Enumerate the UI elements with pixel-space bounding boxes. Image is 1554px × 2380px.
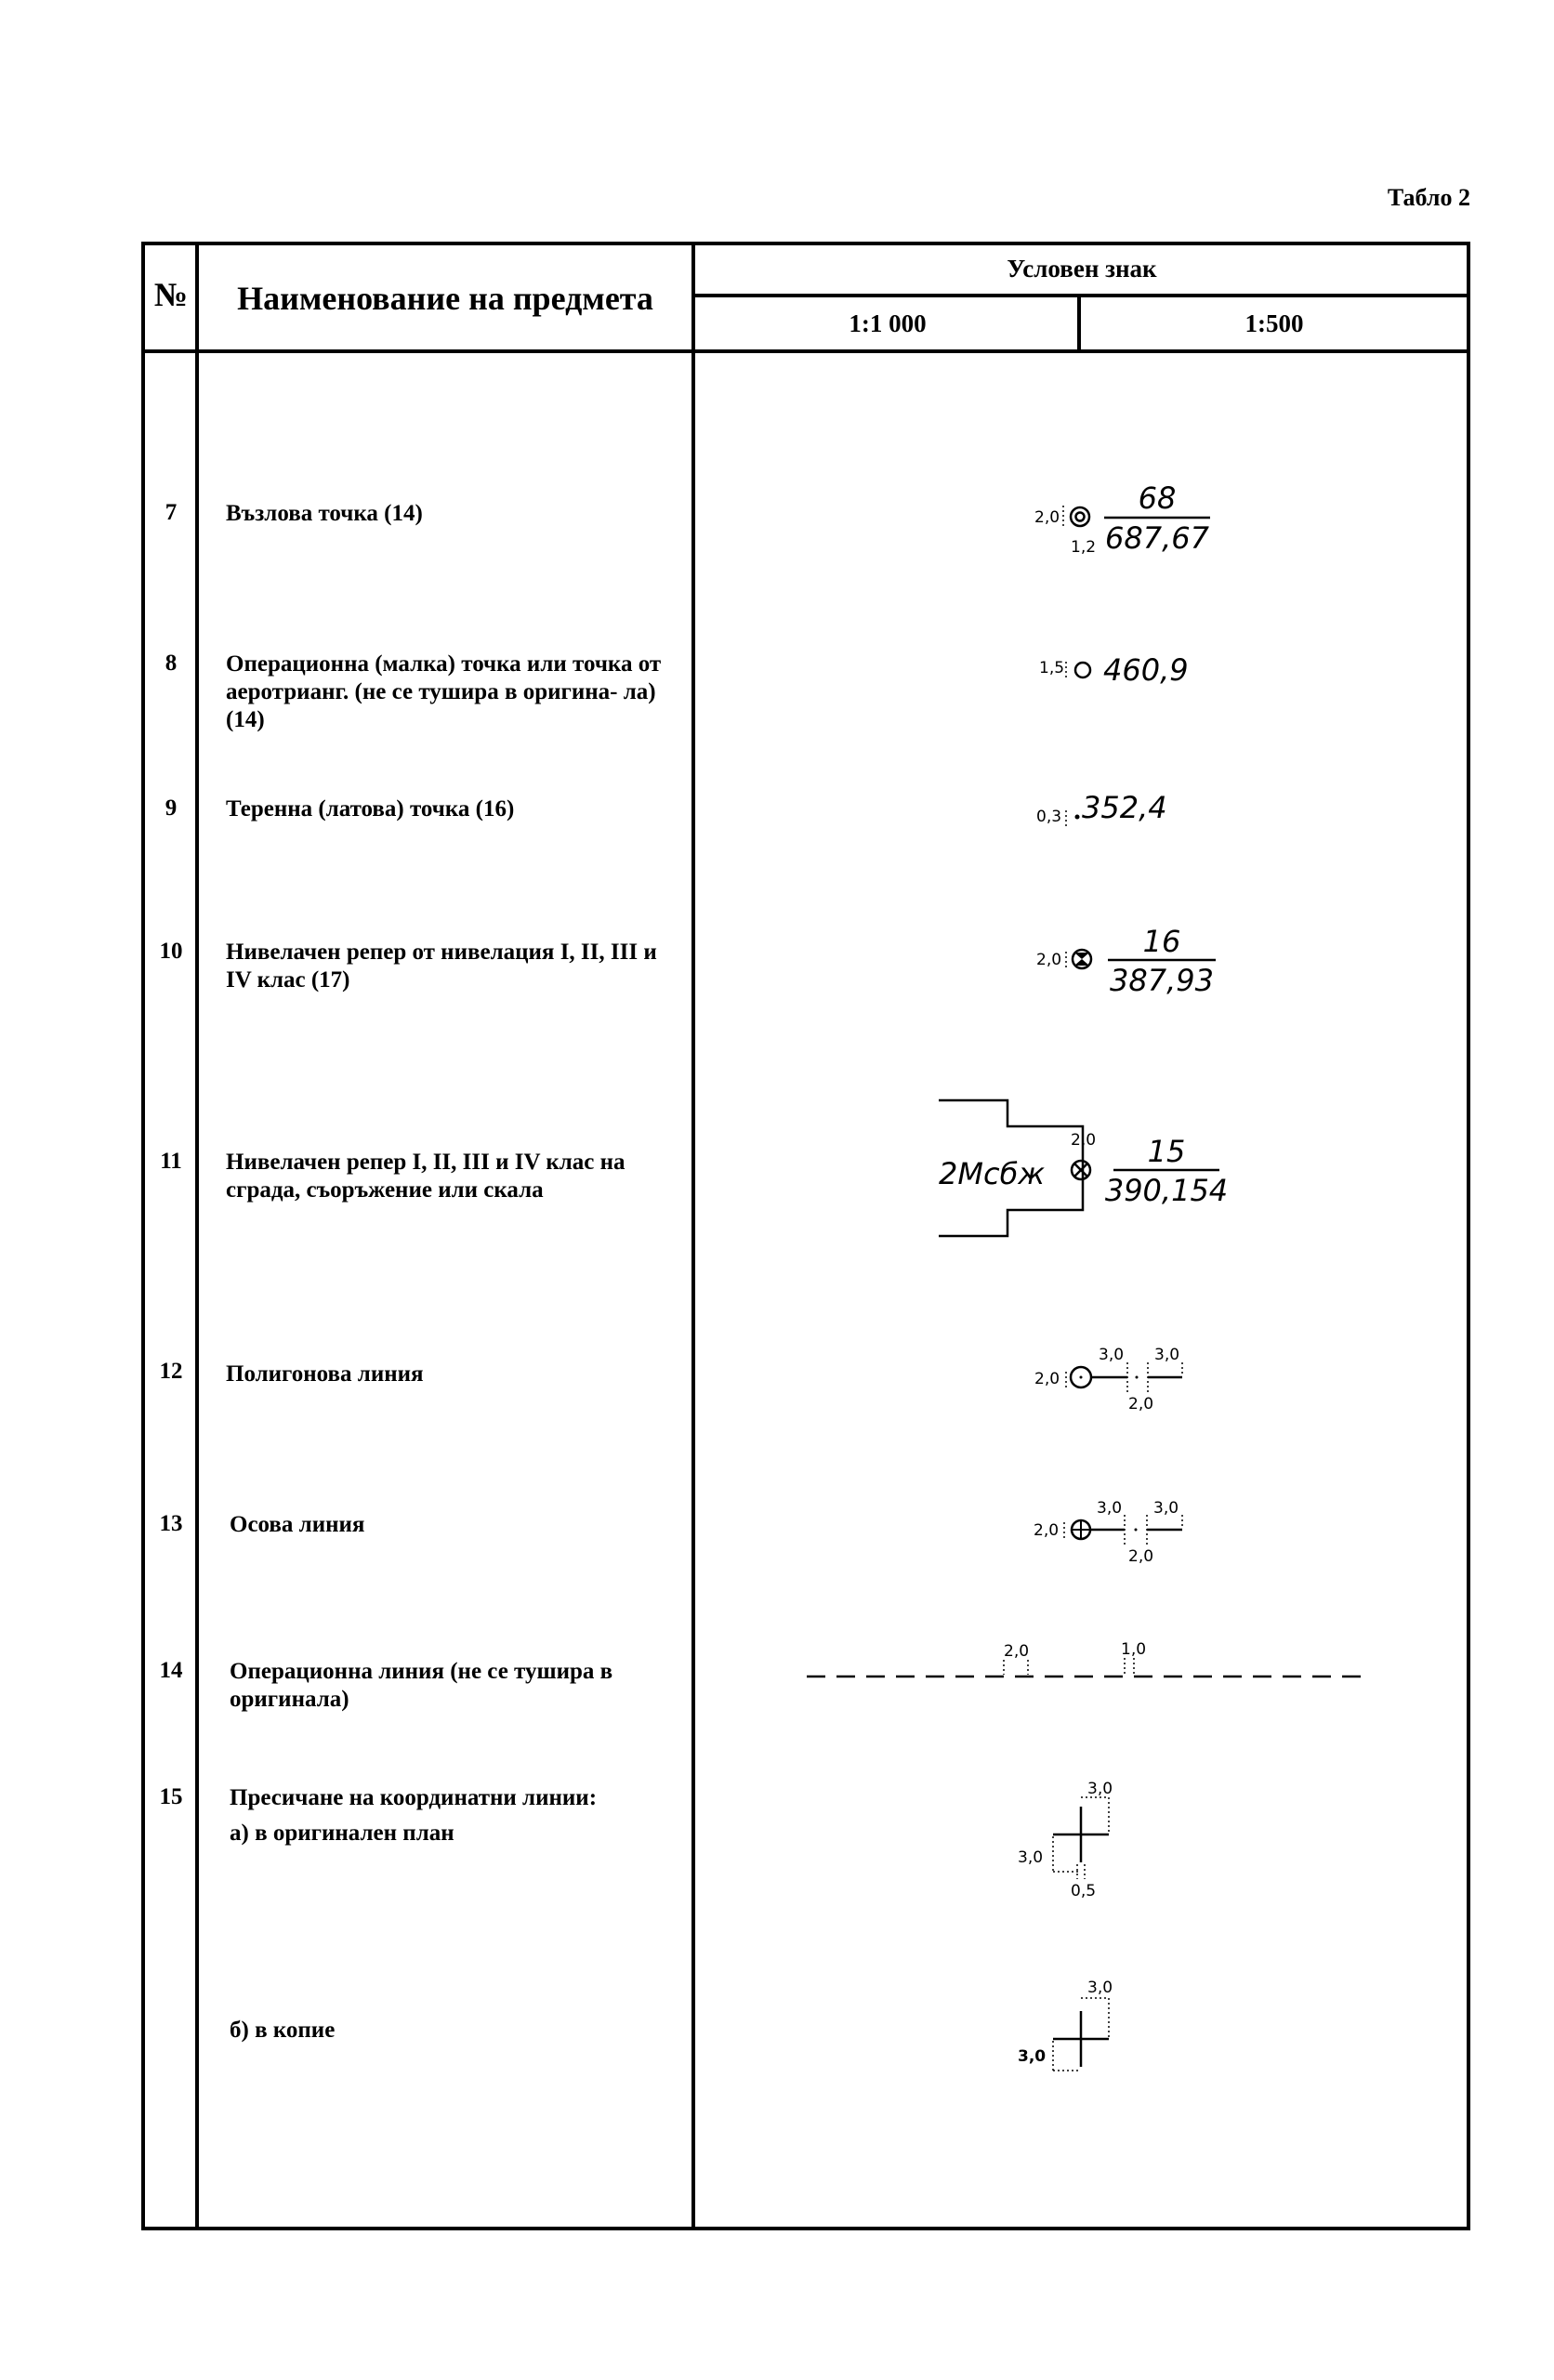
dimension-label: 2,0 <box>1034 1521 1060 1540</box>
dimension-label: 3,0 <box>1097 1499 1123 1518</box>
dimension-label: 2,0 <box>1036 951 1062 969</box>
benchmark-elevation: 390,154 <box>1104 1173 1229 1208</box>
header-bottom-rule <box>141 349 1470 353</box>
dimension-label: 3,0 <box>1087 1979 1113 1997</box>
row-number: 12 <box>159 1359 183 1384</box>
row-name: Операционна линия (не се тушира в оригинала) <box>230 1659 613 1712</box>
dimension-label: 3,0 <box>1154 1346 1180 1364</box>
column-divider <box>691 242 695 2230</box>
dimension-label: 1,2 <box>1071 538 1097 557</box>
header-sign: Условен знак <box>1007 255 1157 283</box>
header-number: № <box>153 276 189 313</box>
operational-point-symbol <box>1039 652 1189 688</box>
terrain-point-symbol <box>1036 790 1167 827</box>
benchmark-label: 2Мсбж <box>939 1156 1046 1191</box>
row-number: 13 <box>159 1511 183 1536</box>
row-number: 9 <box>165 796 178 821</box>
row-number: 10 <box>159 939 183 964</box>
dimension-label: 1,5 <box>1039 659 1065 677</box>
row-name: Полигонова линия <box>226 1361 424 1387</box>
dimension-label: 0,5 <box>1071 1882 1097 1900</box>
dimension-label: 2,0 <box>1128 1395 1154 1414</box>
benchmark-number: 16 <box>1142 924 1181 959</box>
operational-line-symbol <box>807 1640 1362 1677</box>
row-subname: а) в оригинален план <box>230 1821 454 1846</box>
dimension-label: 1,0 <box>1121 1640 1147 1659</box>
row-name: Теренна (латова) точка (16) <box>226 796 515 822</box>
dimension-label: 3,0 <box>1087 1780 1113 1798</box>
building-benchmark-symbol <box>939 1100 1228 1236</box>
grid-cross-original-symbol <box>1018 1780 1113 1900</box>
polygon-line-symbol <box>1034 1346 1182 1414</box>
benchmark-elevation: 387,93 <box>1110 963 1214 998</box>
dimension-label: 3,0 <box>1099 1346 1125 1364</box>
dimension-label: 2,0 <box>1004 1642 1030 1661</box>
row-number: 15 <box>159 1784 183 1809</box>
dimension-label: 2,0 <box>1128 1547 1154 1566</box>
row-name: Нивелачен репер от нивелация I, II, III и IV клас (17) <box>226 940 657 993</box>
page-label: Табло 2 <box>1387 184 1470 211</box>
row-number: 7 <box>165 500 178 525</box>
column-divider <box>195 242 199 2230</box>
benchmark-symbol <box>1036 924 1216 998</box>
dimension-label: 2,0 <box>1034 1370 1060 1388</box>
grid-cross-copy-symbol <box>1018 1979 1113 2071</box>
header-scale-500: 1:500 <box>1245 309 1304 337</box>
point-elevation: 352,4 <box>1082 790 1167 825</box>
dimension-label: 2,0 <box>1071 1131 1097 1150</box>
symbols-column <box>697 357 1467 2225</box>
row-name: Операционна (малка) точка или точка от аеротрианг. (не се тушира в оригина- ла) (14) <box>226 651 662 732</box>
row-name: б) в копие <box>230 2018 336 2043</box>
dimension-label: 0,3 <box>1036 808 1062 826</box>
row-number: 14 <box>159 1658 183 1683</box>
benchmark-number: 15 <box>1147 1134 1186 1169</box>
header-scale-1000: 1:1 000 <box>849 309 927 337</box>
header-name: Наименование на предмета <box>237 280 653 317</box>
junction-point-symbol <box>1034 480 1210 557</box>
header-divider <box>691 294 1470 297</box>
row-name: Пресичане на координатни линии: <box>230 1785 598 1810</box>
point-number: 68 <box>1138 480 1177 516</box>
row-name: Възлова точка (14) <box>226 501 423 526</box>
dimension-label: 3,0 <box>1018 1848 1044 1867</box>
row-name: Осова линия <box>230 1512 365 1537</box>
row-name: Нивелачен репер I, II, III и IV клас на сграда, съоръжение или скала <box>226 1150 626 1203</box>
point-elevation: 460,9 <box>1103 652 1189 688</box>
row-number: 11 <box>160 1149 182 1174</box>
dimension-label: 3,0 <box>1153 1499 1179 1518</box>
point-elevation: 687,67 <box>1105 520 1209 556</box>
axis-line-symbol <box>1034 1499 1182 1566</box>
dimension-label: 3,0 <box>1018 2047 1047 2066</box>
row-number: 8 <box>165 651 178 676</box>
dimension-label: 2,0 <box>1034 508 1060 527</box>
